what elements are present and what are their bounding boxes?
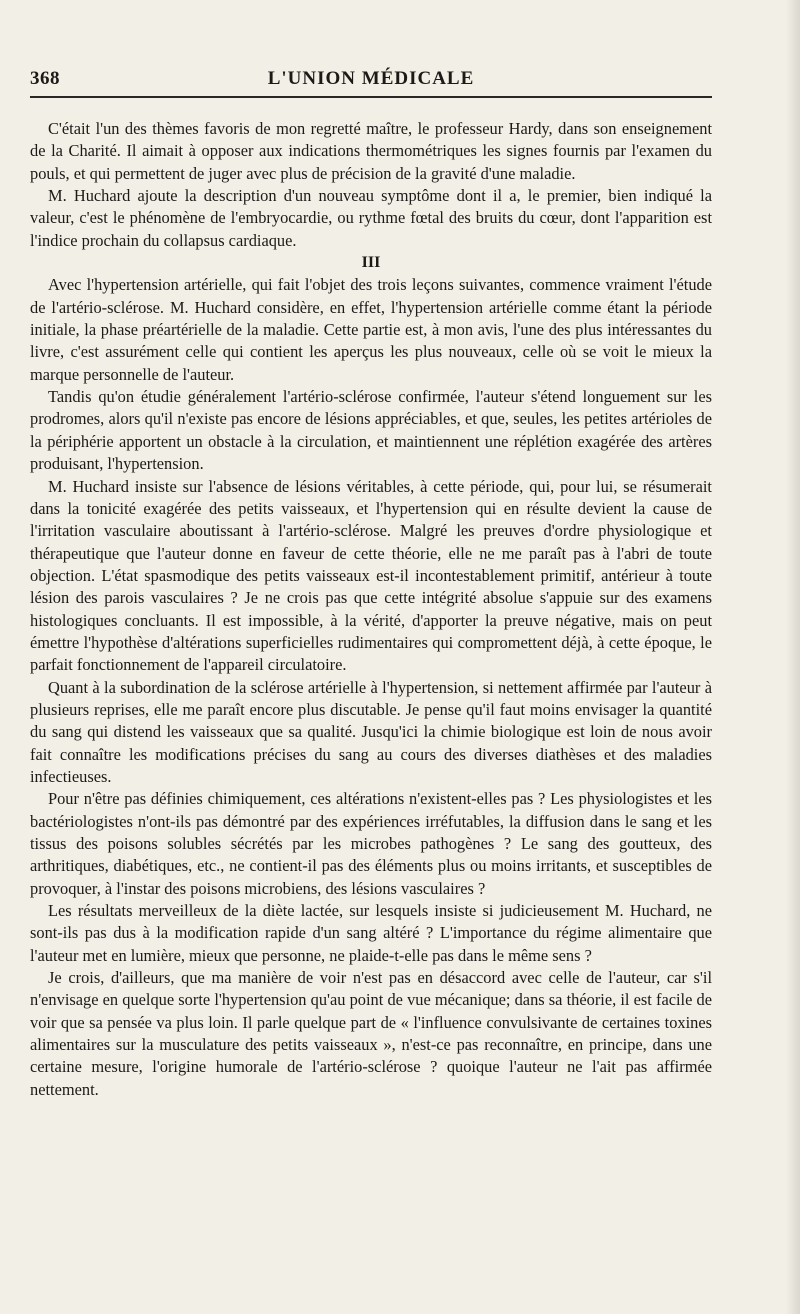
document-page: [30, 62, 712, 1101]
paragraph: Quant à la subordination de la sclérose artérielle à l'hypertension, si nettement affirmée par l'auteur à plusieurs reprises, elle me paraît encore plus discutable. Je pense qu'il faut moins envisager la quantité du sang qui distend les vaisseaux que sa qualité. Jusqu'ici la chimie biologique est loin de nous avoir fait connaître les modifications précises du sang au cours des diverses diathèses et des maladies infectieuses.: [30, 677, 712, 786]
journal-title: L'UNION MÉDICALE: [267, 68, 475, 89]
paragraph: Avec l'hypertension artérielle, qui fait l'objet des trois leçons suivantes, commence vraiment l'étude de l'artério-sclérose. M. Huchard considère, en effet, l'hypertension artérielle comme étant la période initiale, la phase préartérielle de la maladie. Cette partie est, à mon avis, l'une des plus intéressantes du livre, c'est assurément celle qui contient les aperçus les plus nouveaux, celle où se voit le mieux la marque personnelle de l'auteur.: [30, 275, 712, 384]
page-header: [30, 62, 712, 98]
paragraph: Les résultats merveilleux de la diète lactée, sur lesquels insiste si judicieusement M. Huchard, ne sont-ils pas dus à la modification rapide d'un sang altéré ? L'importance du régime alimentaire que l'auteur met en lumière, mieux que personne, ne plaide-t-elle pas dans le même sens ?: [30, 901, 712, 965]
section-heading: III: [361, 254, 381, 272]
paragraph: Je crois, d'ailleurs, que ma manière de voir n'est pas en désaccord avec celle de l'auteur, car s'il n'envisage en quelque sorte l'hypertension qu'au point de vue mécanique; dans sa théorie, il est facile de voir que sa pensée va plus loin. Il parle quelque part de « l'influence convulsivante de certaines toxines alimentaires sur la musculature des petits vaisseaux », n'est-ce pas reconnaître, en principe, dans une certaine mesure, l'origine humorale de l'artério-sclérose ? quoique l'auteur ne l'ait pas affirmée nettement.: [30, 968, 712, 1099]
page-edge-shadow: [786, 0, 800, 1314]
paragraph: M. Huchard ajoute la description d'un nouveau symptôme dont il a, le premier, bien indiqué la valeur, c'est le phénomène de l'embryocardie, ou rythme fœtal des bruits du cœur, dont l'apparition est l'indice prochain du collapsus cardiaque.: [30, 186, 712, 250]
page-number: 368: [30, 68, 60, 89]
paragraph: C'était l'un des thèmes favoris de mon regretté maître, le professeur Hardy, dans son enseignement de la Charité. Il aimait à opposer aux indications thermométriques les signes fournis par l'examen du pouls, et qui permettent de juger avec plus de précision de la gravité d'une maladie.: [30, 119, 712, 183]
article-body: [30, 118, 712, 1101]
paragraph: Tandis qu'on étudie généralement l'artério-sclérose confirmée, l'auteur s'étend longuement sur les prodromes, alors qu'il n'existe pas encore de lésions appréciables, et que, seules, les petites artérioles de la périphérie apportent un obstacle à la circulation, et maintiennent une réplétion exagérée des artères produisant, l'hypertension.: [30, 387, 712, 474]
paragraph: M. Huchard insiste sur l'absence de lésions véritables, à cette période, qui, pour lui, se résumerait dans la tonicité exagérée des petits vaisseaux, et l'hypertension qui en résulte devient la cause de l'irritation vasculaire aboutissant à l'artério-sclérose. Malgré les preuves d'ordre physiologique et thérapeutique que l'auteur donne en faveur de cette théorie, elle ne me paraît pas à l'abri de toute objection. L'état spasmodique des petits vaisseaux est-il incontestablement primitif, antérieur à toute lésion des parois vasculaires ? Je ne crois pas que cette intégrité absolue s'appuie sur des examens histologiques concluants. Il est impossible, à la vérité, d'apporter la preuve négative, mais on peut émettre l'hypothèse d'altérations superficielles rudimentaires qui compromettent déjà, à cette époque, le parfait fonctionnement de l'appareil circulatoire.: [30, 476, 712, 675]
paragraph: Pour n'être pas définies chimiquement, ces altérations n'existent-elles pas ? Les physiologistes et les bactériologistes n'ont-ils pas démontré par des expériences irréfutables, la diffusion dans le sang et les tissus des poisons solubles sécrétés par les microbes pathogènes ? Le sang des goutteux, des arthritiques, diabétiques, etc., ne contient-il pas des éléments plus ou moins irritants, et susceptibles de provoquer, à l'instar des poisons microbiens, des lésions vasculaires ?: [30, 789, 712, 898]
